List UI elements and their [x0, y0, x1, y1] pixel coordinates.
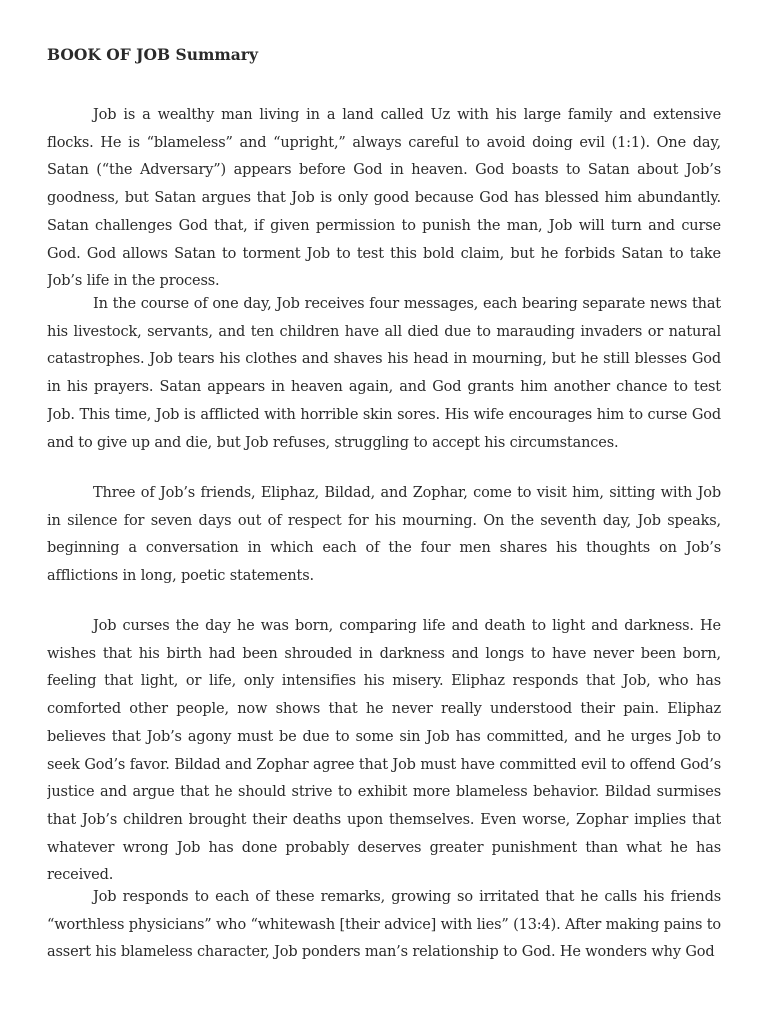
paragraph-3: Three of Job’s friends, Eliphaz, Bildad, and Zophar, come to visit him, sitting with Job in silence for seven days out of respect for his mourning. On the seventh day, Job speaks, beginning a conversation in which each of the four men shares his thoughts on Job’s afflictions in long, poetic statements.	[47, 485, 721, 585]
document-page	[47, 0, 721, 1024]
paragraph-4: Job curses the day he was born, comparing life and death to light and darkness. He wishes that his birth had been shrouded in darkness and longs to have never been born, feeling that light, or life, only intensifies his misery. Eliphaz responds that Job, who has comforted other people, now shows that he never really understood their pain. Eliphaz believes that Job’s agony must be due to some sin Job has committed, and he urges Job to seek God’s favor. Bildad and Zophar agree that Job must have committed evil to offend God’s justice and argue that he should strive to exhibit more blameless behavior. Bildad surmises that Job’s children brought their deaths upon themselves. Even worse, Zophar implies that whatever wrong Job has done probably deserves greater punishment than what he has received.	[47, 618, 721, 884]
document-title: BOOK OF JOB Summary	[47, 45, 258, 64]
paragraph-1: Job is a wealthy man living in a land called Uz with his large family and extensive flocks. He is “blameless” and “upright,” always careful to avoid doing evil (1:1). One day, Satan (“the Adversary”) appears before God in heaven. God boasts to Satan about Job’s goodness, but Satan argues that Job is only good because God has blessed him abundantly. Satan challenges God that, if given permission to punish the man, Job will turn and curse God. God allows Satan to torment Job to test this bold claim, but he forbids Satan to take Job’s life in the process.	[47, 107, 721, 290]
paragraph-2: In the course of one day, Job receives four messages, each bearing separate news that his livestock, servants, and ten children have all died due to marauding invaders or natural catastrophes. Job tears his clothes and shaves his head in mourning, but he still blesses God in his prayers. Satan appears in heaven again, and God grants him another chance to test Job. This time, Job is afflicted with horrible skin sores. His wife encourages him to curse God and to give up and die, but Job refuses, struggling to accept his circumstances.	[47, 296, 721, 451]
paragraph-5: Job responds to each of these remarks, growing so irritated that he calls his friends “worthless physicians” who “whitewash [their advice] with lies” (13:4). After making pains to assert his blameless character, Job ponders man’s relationship to God. He wonders why God	[47, 889, 721, 961]
